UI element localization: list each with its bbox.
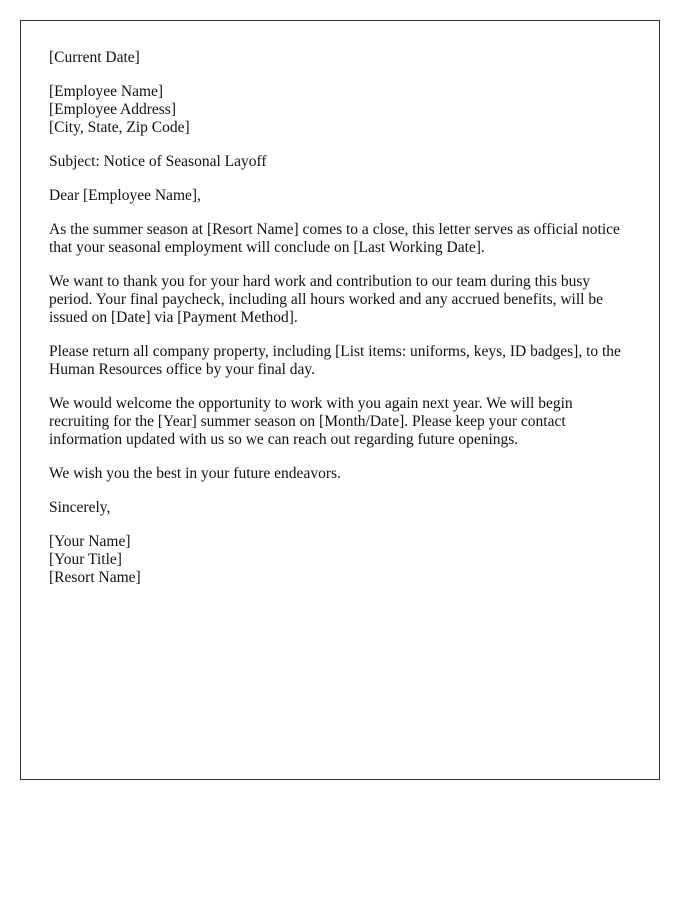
signature-name: [Your Name] <box>49 533 131 550</box>
body-paragraph-well-wishes: We wish you the best in your future endeavors. <box>49 465 341 482</box>
recipient-city-state-zip: [City, State, Zip Code] <box>49 119 190 136</box>
letter-closing: Sincerely, <box>49 499 111 516</box>
recipient-address: [Employee Address] <box>49 101 176 118</box>
body-paragraph-rehire: We would welcome the opportunity to work with you again next year. We will begin recruiting for the [Year] summer season on [Month/Date]. Please keep your contact information updated with us so we can reach out regarding future openings. <box>49 395 573 448</box>
recipient-name: [Employee Name] <box>49 83 164 100</box>
body-paragraph-return-property: Please return all company property, including [List items: uniforms, keys, ID badges], to the Human Resources office by your final day. <box>49 343 621 378</box>
signature-title: [Your Title] <box>49 551 122 568</box>
body-paragraph-final-paycheck: We want to thank you for your hard work and contribution to our team during this busy period. Your final paycheck, including all hours worked and any accrued benefits, will be issued on [Date] via [Payment Method]. <box>49 273 603 326</box>
letter-subject: Subject: Notice of Seasonal Layoff <box>49 153 267 170</box>
letter-salutation: Dear [Employee Name], <box>49 187 201 204</box>
letter-date: [Current Date] <box>49 49 140 66</box>
recipient-address-block <box>49 83 631 137</box>
signature-block <box>49 533 631 587</box>
letter-document <box>20 20 660 780</box>
body-paragraph-closing-notice: As the summer season at [Resort Name] comes to a close, this letter serves as official notice that your seasonal employment will conclude on [Last Working Date]. <box>49 221 620 256</box>
signature-organization: [Resort Name] <box>49 569 141 586</box>
